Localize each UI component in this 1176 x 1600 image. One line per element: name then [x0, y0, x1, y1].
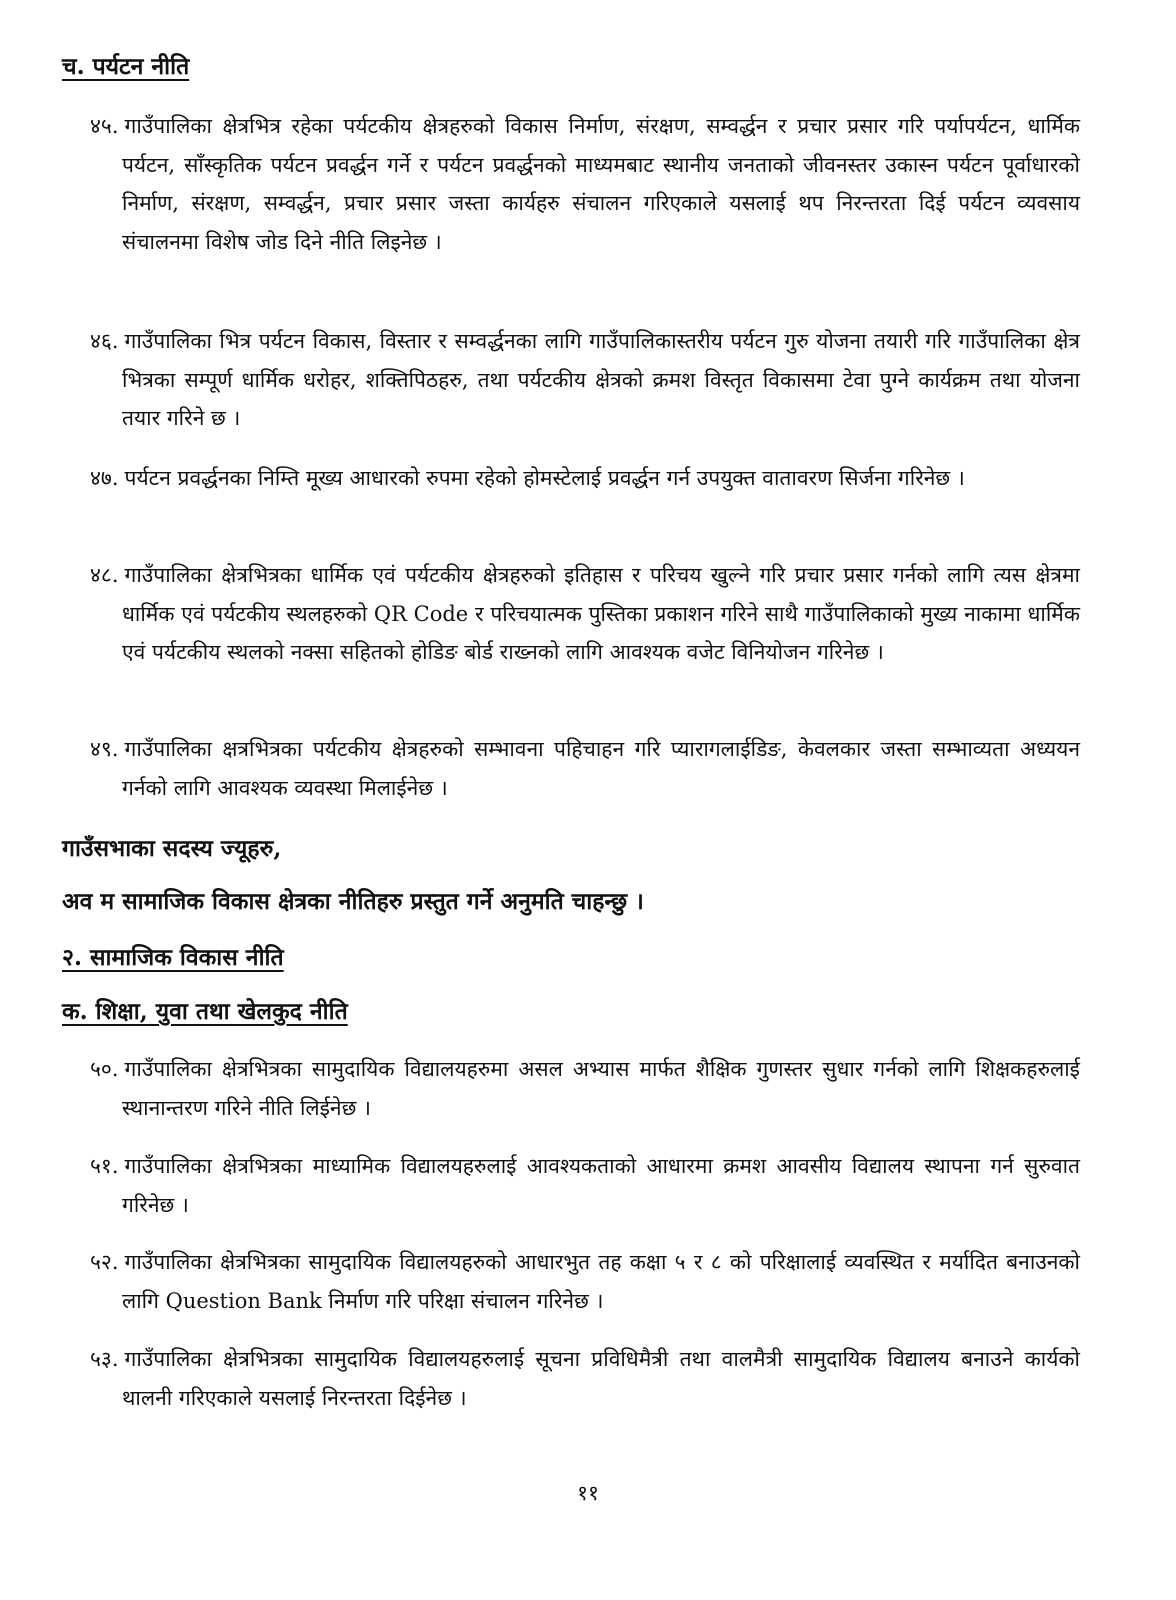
social-development-heading: २. सामाजिक विकास नीति — [62, 944, 284, 971]
item-number: ५१. — [90, 1154, 119, 1178]
item-text: गाउँपालिका क्षेत्रभित्रका सामुदायिक विद्यालयहरुलाई सूचना प्रविधिमैत्री तथा वालमैत्री सामुदायिक विद्यालय बनाउने कार्यको थालनी गरिएकाले यसलाई निरन्तरता दिईनेछ । — [122, 1347, 1080, 1410]
policy-item-51 — [90, 1147, 1080, 1224]
page-number: ११ — [577, 1481, 599, 1505]
policy-item-46 — [90, 322, 1080, 438]
item-number: ४८. — [90, 563, 119, 587]
item-text: पर्यटन प्रवर्द्धनका निम्ति मूख्य आधारको रुपमा रहेको होमस्टेलाई प्रवर्द्धन गर्न उपयुक्त वातावरण सिर्जना गरिनेछ । — [124, 466, 965, 490]
policy-item-47 — [90, 459, 1080, 498]
policy-item-52 — [90, 1243, 1080, 1320]
policy-item-53 — [90, 1340, 1080, 1417]
permission-line: अव म सामाजिक विकास क्षेत्रका नीतिहरु प्रस्तुत गर्ने अनुमति चाहन्छु । — [62, 888, 644, 915]
item-number: ४५. — [90, 114, 119, 138]
tourism-policy-heading: च. पर्यटन नीति — [62, 53, 190, 80]
item-number: ५०. — [90, 1057, 119, 1081]
item-number: ५३. — [90, 1347, 119, 1371]
item-text: गाउँपालिका क्षेत्रभित्र रहेका पर्यटकीय क्षेत्रहरुको विकास निर्माण, संरक्षण, सम्वर्द्धन र प्रचार प्रसार गरि पर्यापर्यटन, धार्मिक पर्यटन, साँस्कृतिक पर्यटन प्रवर्द्धन गर्ने र पर्यटन प्रवर्द्धनको माध्यमबाट स्थानीय जनताको जीवनस्तर उकास्न पर्यटन पूर्वाधारको निर्माण, संरक्षण, सम्वर्द्धन, प्रचार प्रसार जस्ता कार्यहरु संचालन गरिएकाले यसलाई थप निरन्तरता दिई पर्यटन व्यवसाय संचालनमा विशेष जोड दिने नीति लिइनेछ । — [122, 114, 1080, 254]
policy-item-48 — [90, 556, 1080, 672]
item-text: गाउँपालिका क्षेत्रभित्रका सामुदायिक विद्यालयहरुमा असल अभ्यास मार्फत शैक्षिक गुणस्तर सुधार गर्नको लागि शिक्षकहरुलाई स्थानान्तरण गरिने नीति लिईनेछ । — [122, 1057, 1080, 1120]
policy-item-49 — [90, 730, 1080, 807]
item-number: ४७. — [90, 466, 119, 490]
item-text: गाउँपालिका भित्र पर्यटन विकास, विस्तार र सम्वर्द्धनका लागि गाउँपालिकास्तरीय पर्यटन गुरु योजना तयारी गरि गाउँपालिका क्षेत्र भित्रका सम्पूर्ण धार्मिक धरोहर, शक्तिपिठहरु, तथा पर्यटकीय क्षेत्रको क्रमश विस्तृत विकासमा टेवा पुग्ने कार्यक्रम तथा योजना तयार गरिने छ । — [122, 329, 1080, 430]
item-text: गाउँपालिका क्षत्रभित्रका पर्यटकीय क्षेत्रहरुको सम्भावना पहिचाहन गरि प्यारागलाईडिङ, केवलकार जस्ता सम्भाव्यता अध्ययन गर्नको लागि आवश्यक व्यवस्था मिलाईनेछ । — [122, 737, 1080, 800]
item-text: गाउँपालिका क्षेत्रभित्रका सामुदायिक विद्यालयहरुको आधारभुत तह कक्षा ५ र ८ को परिक्षालाई व्यवस्थित र मर्यादित बनाउनको लागि Question Bank निर्माण गरि परिक्षा संचालन गरिनेछ । — [122, 1250, 1080, 1313]
item-text: गाउँपालिका क्षेत्रभित्रका धार्मिक एवं पर्यटकीय क्षेत्रहरुको इतिहास र परिचय खुल्ने गरि प्रचार प्रसार गर्नको लागि त्यस क्षेत्रमा धार्मिक एवं पर्यटकीय स्थलहरुको QR Code र परिचयात्मक पुस्तिका प्रकाशन गरिने साथै गाउँपालिकाको मुख्य नाकामा धार्मिक एवं पर्यटकीय स्थलको नक्सा सहितको होडिङ बोर्ड राख्नको लागि आवश्यक वजेट विनियोजन गरिनेछ । — [122, 563, 1080, 664]
assembly-address-line: गाउँसभाका सदस्य ज्यूहरु, — [62, 835, 282, 862]
policy-item-45 — [90, 107, 1080, 261]
item-number: ४६. — [90, 329, 119, 353]
item-number: ४९. — [90, 737, 119, 761]
item-text: गाउँपालिका क्षेत्रभित्रका माध्यामिक विद्यालयहरुलाई आवश्यकताको आधारमा क्रमश आवसीय विद्यालय स्थापना गर्न सुरुवात गरिनेछ । — [122, 1154, 1080, 1217]
item-number: ५२. — [90, 1250, 119, 1274]
education-youth-sports-heading: क. शिक्षा, युवा तथा खेलकुद नीति — [62, 998, 348, 1025]
policy-item-50 — [90, 1050, 1080, 1127]
